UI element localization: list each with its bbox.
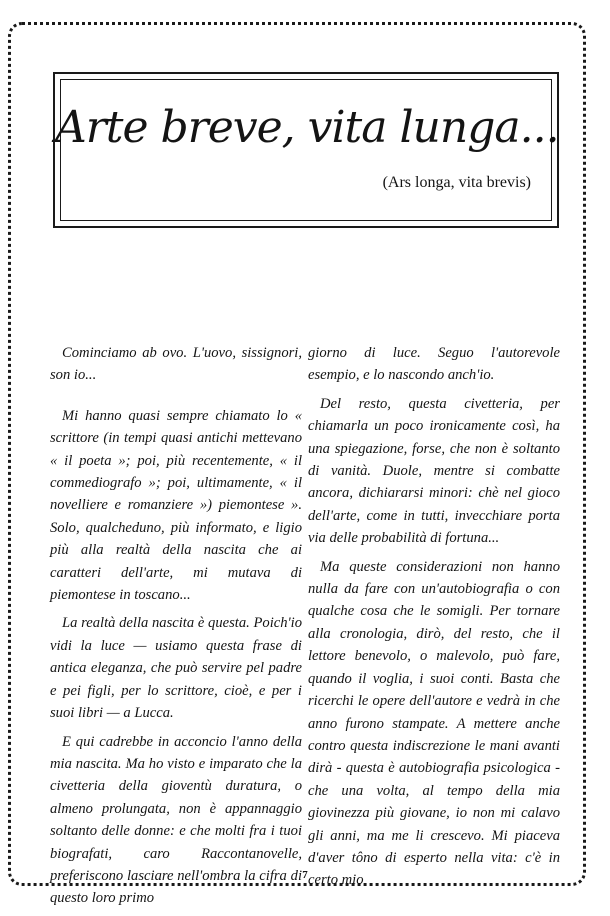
paragraph: Del resto, questa civetteria, per chiamarla un poco ironicamente così, ha una spiegazione, forse, che non è soltanto di vanità. Duole, mentre si combatte ancora, dichiararsi minori: chè nel gioco dell'arte, come in tutti, invecchiare porta via delle probabilità di fortuna... [308, 395, 560, 547]
title-frame [53, 72, 559, 228]
paragraph: E qui cadrebbe in acconcio l'anno della mia nascita. Ma ho visto e imparato che la civetteria della gioventù duratura, o almeno prolungata, non è appannaggio soltanto delle donne: e che molti fra i tuoi biografati, caro Raccontanovelle, preferiscono lasciare nell'ombra la cifra di questo loro primo [50, 733, 302, 907]
paragraph: Cominciamo ab ovo. L'uovo, sissignori, son io... [50, 345, 302, 384]
paragraph: Ma queste considerazioni non hanno nulla da fare con un'autobiografia o con qualche cosa che le somigli. Per tornare alla cronologia, dirò, del resto, che il lettore benevolo, o malevolo, può fare, quando il voglia, i suoi conti. Basta che ricerchi le opere dell'autore e vedrà in che anno furono stampate. A mettere anche contro questa indiscrezione le mani avanti dirà - questa è autobiografia psicologica - che una volta, al tempo della mia giovinezza più giovane, io non mi calavo gli anni, ma me li crescevo. Mi piaceva d'aver tôno di esperto nella vita: c'è in certo mio [308, 558, 560, 889]
right-column [308, 342, 560, 898]
article-subtitle: (Ars longa, vita brevis) [382, 174, 531, 191]
article-title: Arte breve, vita lunga... [55, 102, 559, 153]
paragraph: giorno di luce. Seguo l'autorevole esempio, e lo nascondo anch'io. [308, 345, 560, 384]
paragraph: Mi hanno quasi sempre chiamato lo « scrittore (in tempi quasi antichi mettevano « il poeta »; poi, più recentemente, « il commediografo »; poi, ultimamente, « il novelliere e romanziere ») piemontese ». Solo, qualcheduno, più informato, e ligio più alla realtà della nascita che ai caratteri dell'arte, mi mutava di piemontese in toscano... [50, 407, 302, 604]
left-column [50, 342, 302, 916]
page-number: 7 [302, 869, 308, 881]
paragraph: La realtà della nascita è questa. Poich'io vidi la luce — usiamo questa frase di antica eleganza, che può servire pel padre e pei figli, per lo scrittore, cioè, e per i suoi libri — a Lucca. [50, 615, 302, 722]
